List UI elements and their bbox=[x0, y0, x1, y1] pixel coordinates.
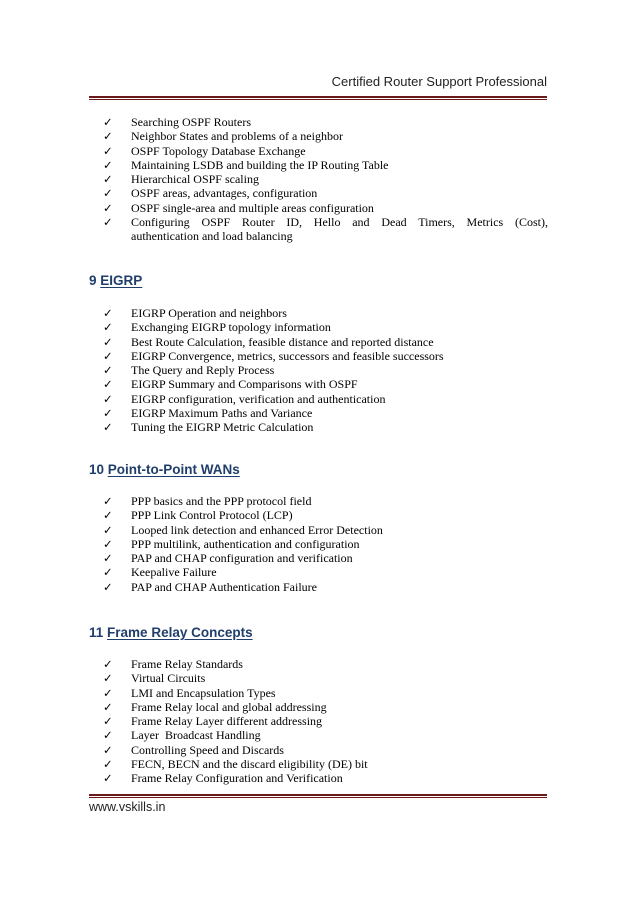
checkmark-icon: ✓ bbox=[103, 771, 113, 786]
list-item: ✓ Maintaining LSDB and building the IP Routing Table bbox=[103, 157, 389, 172]
list-item: ✓ The Query and Reply Process bbox=[103, 363, 275, 378]
section-heading-eigrp: 9 EIGRP bbox=[89, 273, 143, 288]
checkmark-icon: ✓ bbox=[103, 348, 113, 363]
checkmark-icon: ✓ bbox=[103, 522, 113, 537]
checkmark-icon: ✓ bbox=[103, 157, 113, 172]
checkmark-icon: ✓ bbox=[103, 406, 113, 421]
checkmark-icon: ✓ bbox=[103, 377, 113, 392]
checkmark-icon: ✓ bbox=[103, 334, 113, 349]
checkmark-icon: ✓ bbox=[103, 657, 113, 671]
list-item: ✓ Controlling Speed and Discards bbox=[103, 742, 284, 757]
list-item: ✓ OSPF areas, advantages, configuration bbox=[103, 186, 318, 201]
list-item: ✓ Frame Relay local and global addressing bbox=[103, 699, 327, 714]
footer-divider bbox=[89, 794, 547, 798]
list-item: ✓ PPP basics and the PPP protocol field bbox=[103, 494, 312, 508]
checkmark-icon: ✓ bbox=[103, 728, 113, 743]
checkmark-icon: ✓ bbox=[103, 420, 113, 435]
frame-relay-checklist bbox=[103, 657, 548, 786]
checkmark-icon: ✓ bbox=[103, 215, 113, 230]
footer-website: www.vskills.in bbox=[89, 800, 166, 814]
list-item: ✓ EIGRP Convergence, metrics, successors and feasible successors bbox=[103, 348, 444, 363]
list-item: ✓ EIGRP Summary and Comparisons with OSPF bbox=[103, 377, 358, 392]
checkmark-icon: ✓ bbox=[103, 115, 113, 129]
list-item: ✓ EIGRP Operation and neighbors bbox=[103, 306, 287, 320]
checkmark-icon: ✓ bbox=[103, 172, 113, 187]
checkmark-icon: ✓ bbox=[103, 143, 113, 158]
wans-checklist bbox=[103, 494, 548, 594]
list-item: ✓ LMI and Encapsulation Types bbox=[103, 685, 276, 700]
header-divider bbox=[89, 96, 547, 100]
checkmark-icon: ✓ bbox=[103, 129, 113, 144]
checkmark-icon: ✓ bbox=[103, 579, 113, 594]
checkmark-icon: ✓ bbox=[103, 757, 113, 772]
checkmark-icon: ✓ bbox=[103, 565, 113, 580]
list-item: ✓ Hierarchical OSPF scaling bbox=[103, 172, 259, 187]
list-item: ✓ Neighbor States and problems of a neighbor bbox=[103, 129, 343, 144]
list-item: ✓ PPP multilink, authentication and configuration bbox=[103, 536, 360, 551]
list-item: ✓ Exchanging EIGRP topology information bbox=[103, 320, 331, 335]
list-item-continuation: authentication and load balancing bbox=[131, 229, 293, 244]
checkmark-icon: ✓ bbox=[103, 391, 113, 406]
checkmark-icon: ✓ bbox=[103, 186, 113, 201]
page-header-title: Certified Router Support Professional bbox=[331, 74, 547, 89]
checkmark-icon: ✓ bbox=[103, 685, 113, 700]
list-item: ✓ PAP and CHAP configuration and verification bbox=[103, 551, 353, 566]
list-item: ✓ PPP Link Control Protocol (LCP) bbox=[103, 508, 293, 523]
checkmark-icon: ✓ bbox=[103, 671, 113, 686]
checkmark-icon: ✓ bbox=[103, 320, 113, 335]
list-item: ✓ Looped link detection and enhanced Error Detection bbox=[103, 522, 383, 537]
list-item: ✓ OSPF single-area and multiple areas configuration bbox=[103, 200, 374, 215]
list-item: ✓ OSPF Topology Database Exchange bbox=[103, 143, 306, 158]
checkmark-icon: ✓ bbox=[103, 551, 113, 566]
list-item: ✓ Configuring OSPF Router ID, Hello and Dead Timers, Metrics (Cost), bbox=[103, 215, 548, 230]
intro-checklist bbox=[103, 115, 548, 244]
list-item: ✓ PAP and CHAP Authentication Failure bbox=[103, 579, 317, 594]
checkmark-icon: ✓ bbox=[103, 742, 113, 757]
list-item: ✓ Frame Relay Standards bbox=[103, 657, 243, 671]
list-item: ✓ Best Route Calculation, feasible distance and reported distance bbox=[103, 334, 434, 349]
checkmark-icon: ✓ bbox=[103, 306, 113, 320]
checkmark-icon: ✓ bbox=[103, 200, 113, 215]
list-item: ✓ EIGRP Maximum Paths and Variance bbox=[103, 406, 313, 421]
section-heading-frame-relay-concepts: 11 Frame Relay Concepts bbox=[89, 625, 253, 640]
checkmark-icon: ✓ bbox=[103, 508, 113, 523]
list-item: ✓ Layer Broadcast Handling bbox=[103, 728, 261, 743]
checkmark-icon: ✓ bbox=[103, 363, 113, 378]
list-item: ✓ Frame Relay Configuration and Verification bbox=[103, 771, 343, 786]
list-item: ✓ Keepalive Failure bbox=[103, 565, 217, 580]
checkmark-icon: ✓ bbox=[103, 494, 113, 508]
list-item: ✓ Searching OSPF Routers bbox=[103, 115, 251, 129]
checkmark-icon: ✓ bbox=[103, 714, 113, 729]
checkmark-icon: ✓ bbox=[103, 699, 113, 714]
list-item: ✓ Frame Relay Layer different addressing bbox=[103, 714, 323, 729]
checkmark-icon: ✓ bbox=[103, 536, 113, 551]
list-item: ✓ EIGRP configuration, verification and authentication bbox=[103, 391, 386, 406]
eigrp-checklist bbox=[103, 306, 548, 435]
list-item: ✓ FECN, BECN and the discard eligibility (DE) bit bbox=[103, 757, 368, 772]
list-item: ✓ Virtual Circuits bbox=[103, 671, 206, 686]
section-heading-point-to-point-wans: 10 Point-to-Point WANs bbox=[89, 462, 240, 477]
list-item: ✓ Tuning the EIGRP Metric Calculation bbox=[103, 420, 314, 435]
